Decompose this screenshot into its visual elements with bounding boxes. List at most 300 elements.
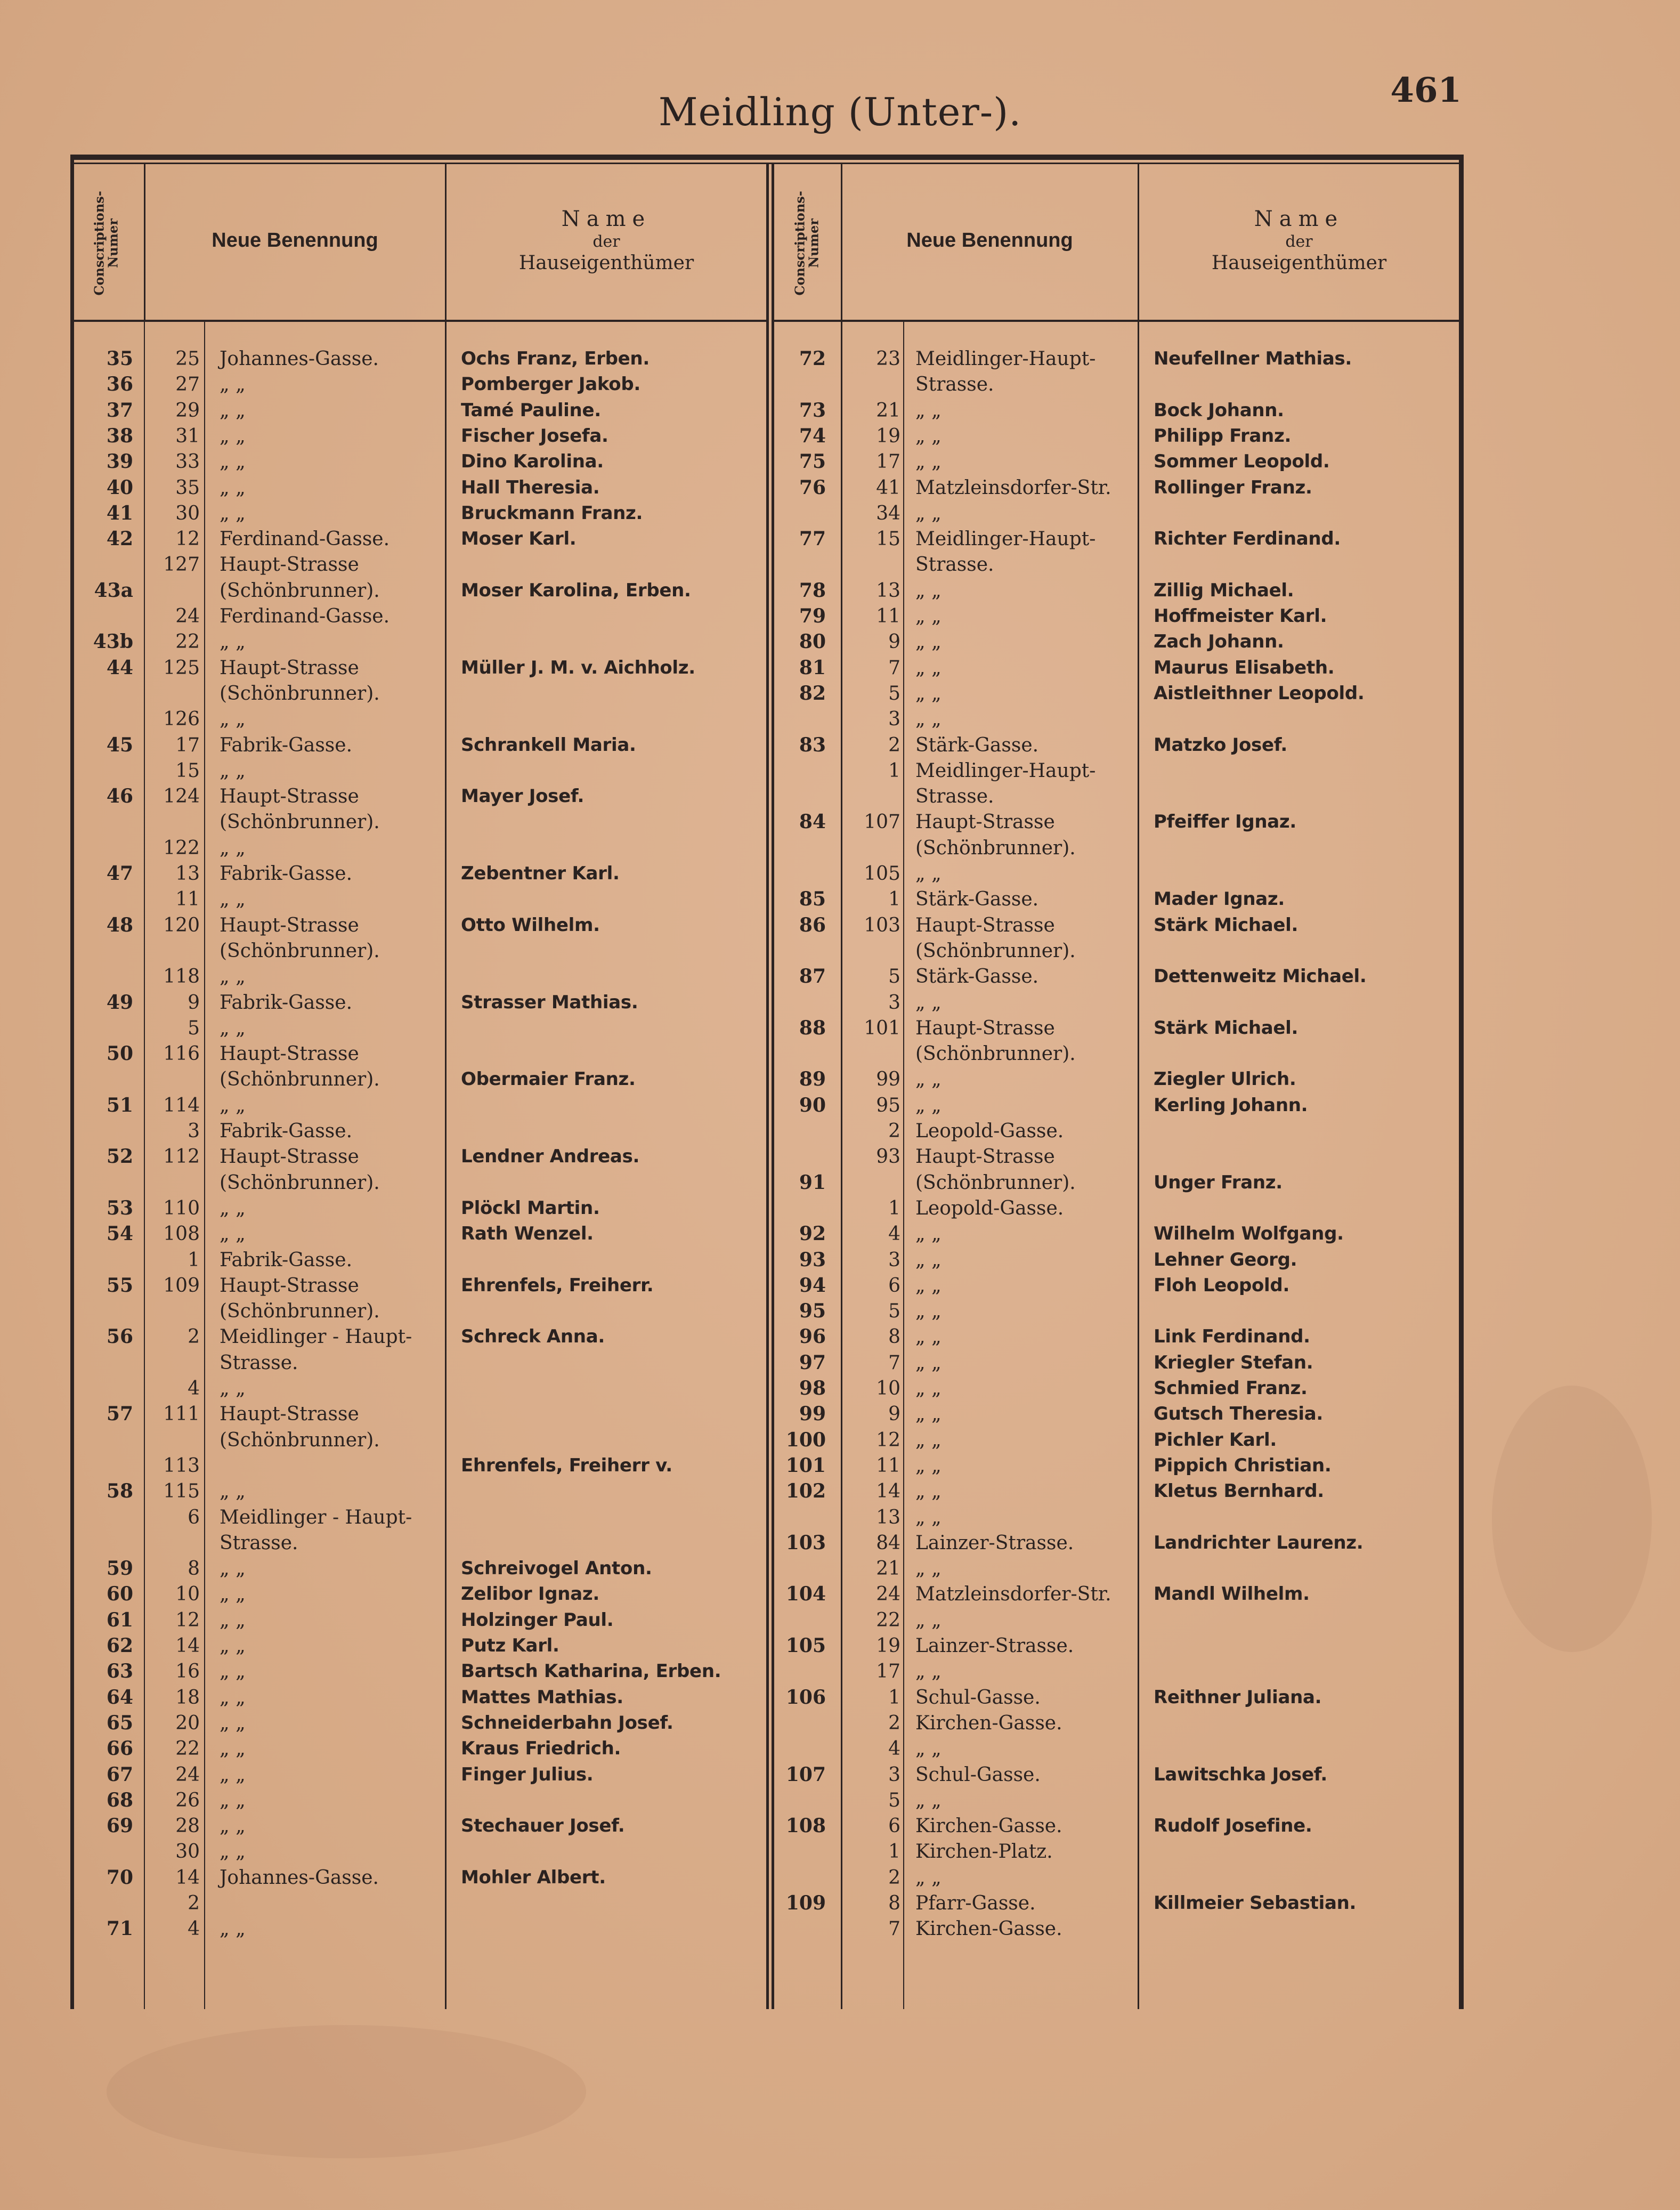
street-name: „ „ (915, 1866, 942, 1889)
conscription-number (767, 1041, 826, 1066)
house-number: 24 (175, 605, 200, 627)
house-number: 9 (888, 631, 900, 653)
street-name: Meidlinger - Haupt- (220, 1506, 412, 1528)
conscription-number: 54 (106, 1223, 133, 1245)
house-number: 5 (888, 682, 900, 705)
conscription-number (75, 809, 133, 835)
street-name: Haupt-Strasse (220, 1403, 359, 1426)
street-name: Haupt-Strasse (915, 1146, 1055, 1168)
house-number: 99 (876, 1068, 900, 1091)
conscription-number: 82 (799, 682, 826, 705)
conscription-number (75, 1453, 133, 1478)
conscription-number (767, 1916, 826, 1941)
conscription-number: 39 (106, 450, 133, 473)
conscription-number (767, 836, 826, 861)
owner-name: Obermaier Franz. (461, 1068, 636, 1090)
house-number: 2 (188, 1326, 200, 1348)
owner-name: Fischer Josefa. (461, 425, 608, 447)
street-name: „ „ (915, 1661, 942, 1683)
conscription-number: 101 (785, 1454, 826, 1477)
street-name: „ „ (220, 1712, 246, 1734)
house-number: 41 (876, 476, 900, 499)
street-name: Kirchen-Gasse. (915, 1815, 1062, 1837)
conscription-number (75, 1067, 133, 1092)
street-name: „ „ (220, 1789, 246, 1811)
street-name: Haupt-Strasse (915, 1017, 1055, 1039)
conscription-number: 88 (799, 1016, 826, 1039)
conscription-number (767, 990, 826, 1015)
street-name: „ „ (915, 1454, 942, 1477)
street-name: Fabrik-Gasse. (220, 863, 353, 885)
header-new-name-left: Neue Benennung (212, 229, 378, 252)
street-name: „ „ (220, 1738, 246, 1760)
street-name: „ „ (915, 1378, 942, 1399)
owner-name: Rudolf Josefine. (1154, 1815, 1312, 1837)
header-owner-line2: der (1285, 232, 1313, 251)
house-number: 25 (175, 348, 200, 370)
header-rule-right (774, 320, 1459, 322)
house-number: 20 (175, 1712, 200, 1734)
house-number: 9 (888, 1403, 900, 1426)
street-name: „ „ (220, 399, 246, 422)
owner-name: Moser Karl. (461, 528, 577, 550)
header-conscription-left: Conscriptions- Numer (91, 191, 121, 296)
conscription-number (767, 861, 826, 886)
street-name: Meidlinger-Haupt- (915, 759, 1096, 782)
house-number: 4 (888, 1738, 900, 1760)
street-name: Stärk-Gasse. (915, 734, 1039, 756)
conscription-number: 71 (106, 1917, 133, 1940)
owner-name: Lendner Andreas. (461, 1146, 640, 1168)
street-name: Schul-Gasse. (915, 1763, 1041, 1786)
street-name: „ „ (915, 1249, 942, 1271)
owner-name: Link Ferdinand. (1154, 1326, 1310, 1348)
street-name: (Schönbrunner). (220, 579, 380, 602)
conscription-number (767, 372, 826, 397)
conscription-number: 55 (106, 1274, 133, 1297)
conscription-number (767, 784, 826, 809)
house-number: 22 (175, 631, 200, 653)
house-number: 5 (188, 1017, 200, 1039)
owner-name: Kraus Friedrich. (461, 1738, 621, 1760)
street-name: Strasse. (915, 554, 994, 576)
house-number: 1 (888, 888, 900, 911)
house-number: 93 (876, 1146, 900, 1168)
conscription-number: 70 (106, 1866, 133, 1889)
conscription-number (75, 1376, 133, 1401)
street-name: „ „ (915, 1326, 942, 1348)
house-number (847, 836, 900, 861)
owner-name: Ehrenfels, Freiherr v. (461, 1454, 672, 1476)
house-number: 11 (876, 1454, 900, 1477)
house-number: 7 (888, 1351, 900, 1374)
conscription-number (75, 1531, 133, 1556)
conscription-number: 73 (799, 399, 826, 422)
street-name: „ „ (220, 966, 246, 988)
street-name: „ „ (915, 1558, 942, 1580)
conscription-number (75, 604, 133, 629)
conscription-number (767, 501, 826, 526)
house-number: 1 (888, 1197, 900, 1219)
house-number: 107 (864, 811, 900, 833)
house-number: 7 (888, 1918, 900, 1940)
owner-name: Schreivogel Anton. (461, 1558, 652, 1580)
owner-name: Hoffmeister Karl. (1154, 605, 1327, 627)
house-number: 124 (163, 786, 200, 808)
house-number (847, 1170, 900, 1195)
page-title: Meidling (Unter-). (658, 90, 1022, 134)
house-number: 29 (175, 399, 200, 422)
house-number: 103 (864, 914, 900, 936)
house-number: 101 (864, 1017, 900, 1039)
house-number (147, 578, 200, 603)
owner-name: Schneiderbahn Josef. (461, 1712, 673, 1734)
header-owner-line3: Hauseigenthümer (518, 252, 694, 274)
owner-name: Mohler Albert. (461, 1866, 606, 1888)
street-name: (Schönbrunner). (220, 1171, 380, 1194)
conscription-number: 58 (106, 1480, 133, 1503)
conscription-number: 93 (799, 1248, 826, 1271)
street-name: Kirchen-Platz. (915, 1841, 1053, 1863)
street-name: „ „ (915, 399, 942, 422)
house-number: 116 (163, 1043, 200, 1065)
table-frame-left (70, 155, 74, 2009)
street-name: „ „ (915, 1738, 942, 1760)
conscription-number (75, 836, 133, 861)
street-name: (Schönbrunner). (915, 837, 1076, 859)
conscription-number (767, 1865, 826, 1890)
house-number: 84 (876, 1532, 900, 1554)
conscription-number (75, 681, 133, 706)
street-name: Strasse. (915, 786, 994, 808)
house-number: 8 (188, 1558, 200, 1580)
owner-name: Mayer Josef. (461, 786, 585, 807)
house-number: 127 (163, 554, 200, 576)
owner-name: Kriegler Stefan. (1154, 1351, 1313, 1373)
conscription-number (767, 1711, 826, 1736)
house-number: 2 (888, 1866, 900, 1889)
house-number: 21 (876, 1558, 900, 1580)
house-number: 17 (876, 451, 900, 473)
col-line-thin (903, 320, 904, 2009)
conscription-number: 86 (799, 913, 826, 936)
street-name: „ „ (220, 1480, 246, 1503)
house-number: 17 (175, 734, 200, 756)
owner-name: Müller J. M. v. Aichholz. (461, 657, 695, 678)
house-number: 28 (175, 1815, 200, 1837)
house-number: 10 (175, 1583, 200, 1606)
house-number: 19 (876, 1635, 900, 1657)
owner-name: Stärk Michael. (1154, 914, 1298, 936)
house-number: 14 (175, 1635, 200, 1657)
street-name: „ „ (220, 1094, 246, 1116)
house-number: 24 (876, 1583, 900, 1606)
house-number: 114 (163, 1094, 200, 1116)
header-owner-line1: Name (1254, 207, 1344, 231)
owner-name: Pichler Karl. (1154, 1429, 1277, 1451)
owner-name: Zebentner Karl. (461, 863, 620, 884)
house-number: 125 (163, 657, 200, 679)
owner-name: Rath Wenzel. (461, 1223, 594, 1245)
street-name: „ „ (220, 631, 246, 653)
house-number (147, 1428, 200, 1453)
owner-name: Stärk Michael. (1154, 1017, 1298, 1039)
conscription-number: 87 (799, 965, 826, 988)
street-name: „ „ (915, 657, 942, 679)
col-line (445, 164, 447, 2009)
owner-name: Plöckl Martin. (461, 1197, 600, 1219)
owner-name: Aistleithner Leopold. (1154, 682, 1365, 704)
street-name: „ „ (915, 1351, 942, 1374)
conscription-number (767, 1119, 826, 1144)
conscription-number: 47 (106, 862, 133, 885)
house-number (847, 372, 900, 397)
house-number: 1 (888, 1841, 900, 1863)
conscription-number: 106 (785, 1686, 826, 1709)
street-name: Stärk-Gasse. (915, 966, 1039, 988)
conscription-number: 75 (799, 450, 826, 473)
conscription-number: 57 (106, 1403, 133, 1426)
owner-name: Kerling Johann. (1154, 1094, 1308, 1116)
conscription-number: 105 (785, 1634, 826, 1657)
street-name: (Schönbrunner). (915, 1171, 1076, 1194)
street-name: Haupt-Strasse (220, 657, 359, 679)
house-number: 33 (175, 451, 200, 473)
house-number: 18 (175, 1686, 200, 1709)
street-name: „ „ (915, 1274, 942, 1297)
street-name: Johannes-Gasse. (220, 1866, 379, 1889)
street-name: (Schönbrunner). (915, 940, 1076, 962)
street-name: Haupt-Strasse (915, 811, 1055, 833)
owner-name: Dettenweitz Michael. (1154, 966, 1367, 987)
house-number: 13 (876, 579, 900, 602)
house-number: 4 (188, 1378, 200, 1399)
street-name: Leopold-Gasse. (915, 1197, 1064, 1219)
street-name: „ „ (220, 476, 246, 499)
house-number: 109 (163, 1274, 200, 1297)
conscription-number (75, 552, 133, 577)
conscription-number: 59 (106, 1557, 133, 1580)
street-name: „ „ (915, 1429, 942, 1451)
street-name: „ „ (220, 1918, 246, 1940)
house-number (147, 681, 200, 706)
conscription-number: 91 (799, 1171, 826, 1194)
conscription-number: 100 (785, 1428, 826, 1451)
conscription-number (767, 1788, 826, 1813)
house-number: 11 (175, 888, 200, 911)
owner-name: Moser Karolina, Erben. (461, 579, 691, 601)
street-name: „ „ (915, 1223, 942, 1245)
street-name: „ „ (220, 759, 246, 782)
house-number: 9 (188, 991, 200, 1014)
owner-name: Philipp Franz. (1154, 425, 1292, 447)
conscription-number: 52 (106, 1145, 133, 1168)
house-number: 1 (888, 759, 900, 782)
street-name: „ „ (220, 1763, 246, 1786)
owner-name: Pfeiffer Ignaz. (1154, 811, 1297, 833)
conscription-number: 67 (106, 1763, 133, 1786)
house-number: 3 (888, 708, 900, 731)
conscription-number: 98 (799, 1377, 826, 1399)
conscription-number: 48 (106, 913, 133, 936)
conscription-number: 50 (106, 1042, 133, 1065)
house-number: 5 (888, 966, 900, 988)
conscription-number: 68 (106, 1788, 133, 1811)
house-number: 4 (888, 1223, 900, 1245)
house-number: 3 (188, 1120, 200, 1142)
owner-name: Bartsch Katharina, Erben. (461, 1661, 721, 1682)
street-name: „ „ (915, 631, 942, 653)
house-number: 14 (876, 1480, 900, 1503)
conscription-number: 74 (799, 424, 826, 447)
owner-name: Ehrenfels, Freiherr. (461, 1274, 654, 1296)
header-owner-left (447, 207, 766, 274)
house-number (147, 1170, 200, 1195)
house-number (847, 784, 900, 809)
owner-name: Killmeier Sebastian. (1154, 1892, 1357, 1914)
conscription-number (767, 938, 826, 964)
conscription-number (767, 1839, 826, 1864)
owner-name: Matzko Josef. (1154, 734, 1287, 756)
street-name: „ „ (220, 502, 246, 524)
street-name: „ „ (915, 1300, 942, 1323)
owner-name: Neufellner Mathias. (1154, 348, 1352, 369)
street-name: (Schönbrunner). (220, 1429, 380, 1451)
owner-name: Richter Ferdinand. (1154, 528, 1341, 550)
house-number: 118 (163, 966, 200, 988)
street-name: Ferdinand-Gasse. (220, 605, 390, 627)
owner-name: Otto Wilhelm. (461, 914, 600, 936)
house-number: 8 (888, 1326, 900, 1348)
house-number (147, 938, 200, 964)
street-name: Matzleinsdorfer-Str. (915, 1583, 1111, 1606)
street-name: „ „ (220, 1558, 246, 1580)
house-number: 108 (163, 1223, 200, 1245)
street-name: „ „ (220, 374, 246, 396)
conscription-number: 99 (799, 1403, 826, 1426)
page-number: 461 (1390, 70, 1462, 110)
house-number: 11 (876, 605, 900, 627)
street-name: Fabrik-Gasse. (220, 734, 353, 756)
conscription-number (767, 758, 826, 783)
street-name: „ „ (220, 1378, 246, 1399)
conscription-number (75, 1505, 133, 1530)
conscription-number: 79 (799, 605, 826, 627)
header-owner-line1: Name (561, 207, 652, 231)
conscription-number: 66 (106, 1737, 133, 1760)
conscription-number (767, 1659, 826, 1684)
house-number (147, 1531, 200, 1556)
conscription-number (75, 1016, 133, 1041)
street-name: (Schönbrunner). (220, 811, 380, 833)
house-number: 24 (175, 1763, 200, 1786)
street-name: „ „ (220, 1661, 246, 1683)
conscription-number: 46 (106, 785, 133, 808)
conscription-number (767, 1505, 826, 1530)
conscription-number: 45 (106, 733, 133, 756)
conscription-number (75, 1428, 133, 1453)
header-owner-line3: Hauseigenthümer (1211, 252, 1387, 274)
conscription-number: 53 (106, 1196, 133, 1219)
conscription-number (767, 1736, 826, 1761)
street-name: „ „ (220, 1815, 246, 1837)
header-new-name-right: Neue Benennung (906, 229, 1073, 252)
street-name: Fabrik-Gasse. (220, 1120, 353, 1142)
house-number: 23 (876, 348, 900, 370)
house-number: 2 (888, 1120, 900, 1142)
conscription-number: 107 (785, 1763, 826, 1786)
owner-name: Dino Karolina. (461, 451, 604, 473)
street-name: „ „ (220, 1223, 246, 1245)
house-number: 13 (175, 863, 200, 885)
house-number: 22 (876, 1609, 900, 1631)
conscription-number: 103 (785, 1531, 826, 1554)
conscription-number (75, 938, 133, 964)
street-name: „ „ (220, 1609, 246, 1631)
house-number: 10 (876, 1378, 900, 1399)
street-name: Leopold-Gasse. (915, 1120, 1064, 1142)
conscription-number (75, 1299, 133, 1324)
owner-name: Gutsch Theresia. (1154, 1403, 1324, 1425)
street-name: (Schönbrunner). (220, 1068, 380, 1091)
col-line-thin (204, 320, 205, 2009)
house-number: 30 (175, 1841, 200, 1863)
owner-name: Mader Ignaz. (1154, 888, 1285, 910)
conscription-number: 36 (106, 373, 133, 396)
street-name: Matzleinsdorfer-Str. (915, 476, 1111, 499)
owner-name: Schrankell Maria. (461, 734, 636, 756)
conscription-number: 78 (799, 579, 826, 602)
conscription-number: 62 (106, 1634, 133, 1657)
street-name: Strasse. (915, 374, 994, 396)
conscription-number: 97 (799, 1351, 826, 1374)
owner-name: Mattes Mathias. (461, 1686, 623, 1708)
street-name: Haupt-Strasse (220, 1043, 359, 1065)
conscription-number: 42 (106, 528, 133, 551)
owner-name: Bruckmann Franz. (461, 502, 643, 524)
house-number: 105 (864, 863, 900, 885)
conscription-number (75, 1350, 133, 1375)
conscription-number (75, 707, 133, 732)
house-number (847, 552, 900, 577)
house-number: 2 (888, 1712, 900, 1734)
house-number: 6 (888, 1274, 900, 1297)
owner-name: Unger Franz. (1154, 1171, 1283, 1193)
owner-name: Sommer Leopold. (1154, 451, 1330, 473)
street-name: Kirchen-Gasse. (915, 1918, 1062, 1940)
house-number (147, 1067, 200, 1092)
owner-name: Zillig Michael. (1154, 579, 1294, 601)
conscription-number: 69 (106, 1815, 133, 1837)
conscription-number: 84 (799, 811, 826, 833)
street-name: Haupt-Strasse (220, 786, 359, 808)
street-name: Haupt-Strasse (220, 914, 359, 936)
owner-name: Hall Theresia. (461, 476, 600, 498)
house-number: 12 (175, 1609, 200, 1631)
conscription-number: 102 (785, 1480, 826, 1503)
house-number: 112 (163, 1146, 200, 1168)
street-name: „ „ (220, 1635, 246, 1657)
owner-name: Putz Karl. (461, 1635, 559, 1656)
street-name: „ „ (220, 708, 246, 731)
paper-stain (1492, 1386, 1652, 1652)
owner-name: Rollinger Franz. (1154, 476, 1312, 498)
owner-name: Maurus Elisabeth. (1154, 657, 1335, 678)
house-number: 110 (163, 1197, 200, 1219)
owner-name: Holzinger Paul. (461, 1609, 614, 1631)
owner-name: Ochs Franz, Erben. (461, 348, 650, 369)
conscription-number: 44 (106, 656, 133, 679)
